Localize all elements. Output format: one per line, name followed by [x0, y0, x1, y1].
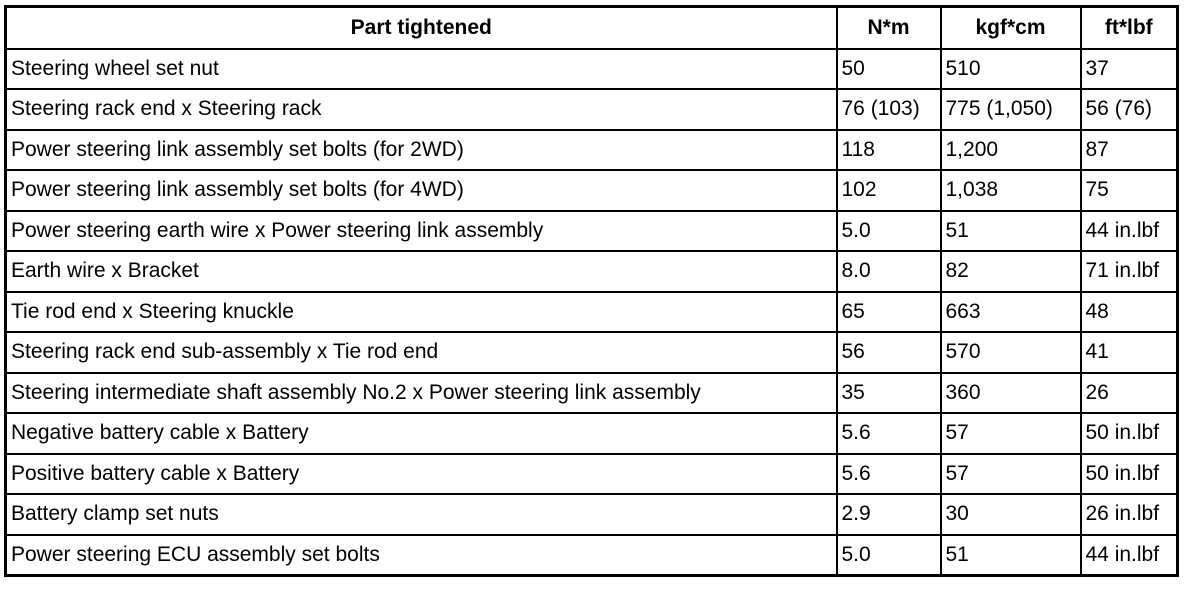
torque-spec-table	[4, 5, 1179, 577]
part-cell: Steering rack end x Steering rack	[6, 89, 837, 130]
nm-cell: 5.6	[837, 413, 941, 454]
table-row	[6, 494, 1178, 535]
part-cell: Tie rod end x Steering knuckle	[6, 292, 837, 333]
nm-cell: 50	[837, 49, 941, 90]
part-cell: Power steering ECU assembly set bolts	[6, 535, 837, 576]
header-part-tightened: Part tightened	[6, 7, 837, 49]
nm-cell: 2.9	[837, 494, 941, 535]
ftlbf-cell: 56 (76)	[1081, 89, 1178, 130]
ftlbf-cell: 26 in.lbf	[1081, 494, 1178, 535]
header-kgfcm: kgf*cm	[941, 7, 1081, 49]
table-row	[6, 170, 1178, 211]
table-row	[6, 211, 1178, 252]
ftlbf-cell: 50 in.lbf	[1081, 413, 1178, 454]
part-cell: Power steering link assembly set bolts (for 4WD)	[6, 170, 837, 211]
ftlbf-cell: 48	[1081, 292, 1178, 333]
table-row	[6, 49, 1178, 90]
nm-cell: 5.0	[837, 211, 941, 252]
part-cell: Power steering link assembly set bolts (for 2WD)	[6, 130, 837, 171]
part-cell: Steering rack end sub-assembly x Tie rod end	[6, 332, 837, 373]
part-cell: Earth wire x Bracket	[6, 251, 837, 292]
header-ftlbf: ft*lbf	[1081, 7, 1178, 49]
ftlbf-cell: 87	[1081, 130, 1178, 171]
kgfcm-cell: 1,038	[941, 170, 1081, 211]
table-row	[6, 373, 1178, 414]
kgfcm-cell: 30	[941, 494, 1081, 535]
kgfcm-cell: 775 (1,050)	[941, 89, 1081, 130]
part-cell: Steering wheel set nut	[6, 49, 837, 90]
nm-cell: 35	[837, 373, 941, 414]
ftlbf-cell: 26	[1081, 373, 1178, 414]
table-row	[6, 251, 1178, 292]
nm-cell: 56	[837, 332, 941, 373]
ftlbf-cell: 44 in.lbf	[1081, 211, 1178, 252]
ftlbf-cell: 71 in.lbf	[1081, 251, 1178, 292]
kgfcm-cell: 663	[941, 292, 1081, 333]
ftlbf-cell: 41	[1081, 332, 1178, 373]
table-row	[6, 413, 1178, 454]
nm-cell: 102	[837, 170, 941, 211]
table-row	[6, 130, 1178, 171]
part-cell: Steering intermediate shaft assembly No.2 x Power steering link assembly	[6, 373, 837, 414]
torque-spec-table-container	[4, 5, 1179, 577]
ftlbf-cell: 75	[1081, 170, 1178, 211]
part-cell: Power steering earth wire x Power steering link assembly	[6, 211, 837, 252]
kgfcm-cell: 57	[941, 413, 1081, 454]
nm-cell: 76 (103)	[837, 89, 941, 130]
kgfcm-cell: 360	[941, 373, 1081, 414]
kgfcm-cell: 570	[941, 332, 1081, 373]
nm-cell: 5.0	[837, 535, 941, 576]
table-row	[6, 332, 1178, 373]
table-row	[6, 535, 1178, 576]
nm-cell: 5.6	[837, 454, 941, 495]
header-nm: N*m	[837, 7, 941, 49]
nm-cell: 8.0	[837, 251, 941, 292]
nm-cell: 65	[837, 292, 941, 333]
part-cell: Battery clamp set nuts	[6, 494, 837, 535]
kgfcm-cell: 51	[941, 535, 1081, 576]
part-cell: Positive battery cable x Battery	[6, 454, 837, 495]
kgfcm-cell: 510	[941, 49, 1081, 90]
kgfcm-cell: 1,200	[941, 130, 1081, 171]
table-row	[6, 454, 1178, 495]
part-cell: Negative battery cable x Battery	[6, 413, 837, 454]
table-header-row	[6, 7, 1178, 49]
table-row	[6, 89, 1178, 130]
ftlbf-cell: 50 in.lbf	[1081, 454, 1178, 495]
kgfcm-cell: 57	[941, 454, 1081, 495]
ftlbf-cell: 44 in.lbf	[1081, 535, 1178, 576]
ftlbf-cell: 37	[1081, 49, 1178, 90]
table-row	[6, 292, 1178, 333]
kgfcm-cell: 51	[941, 211, 1081, 252]
kgfcm-cell: 82	[941, 251, 1081, 292]
nm-cell: 118	[837, 130, 941, 171]
